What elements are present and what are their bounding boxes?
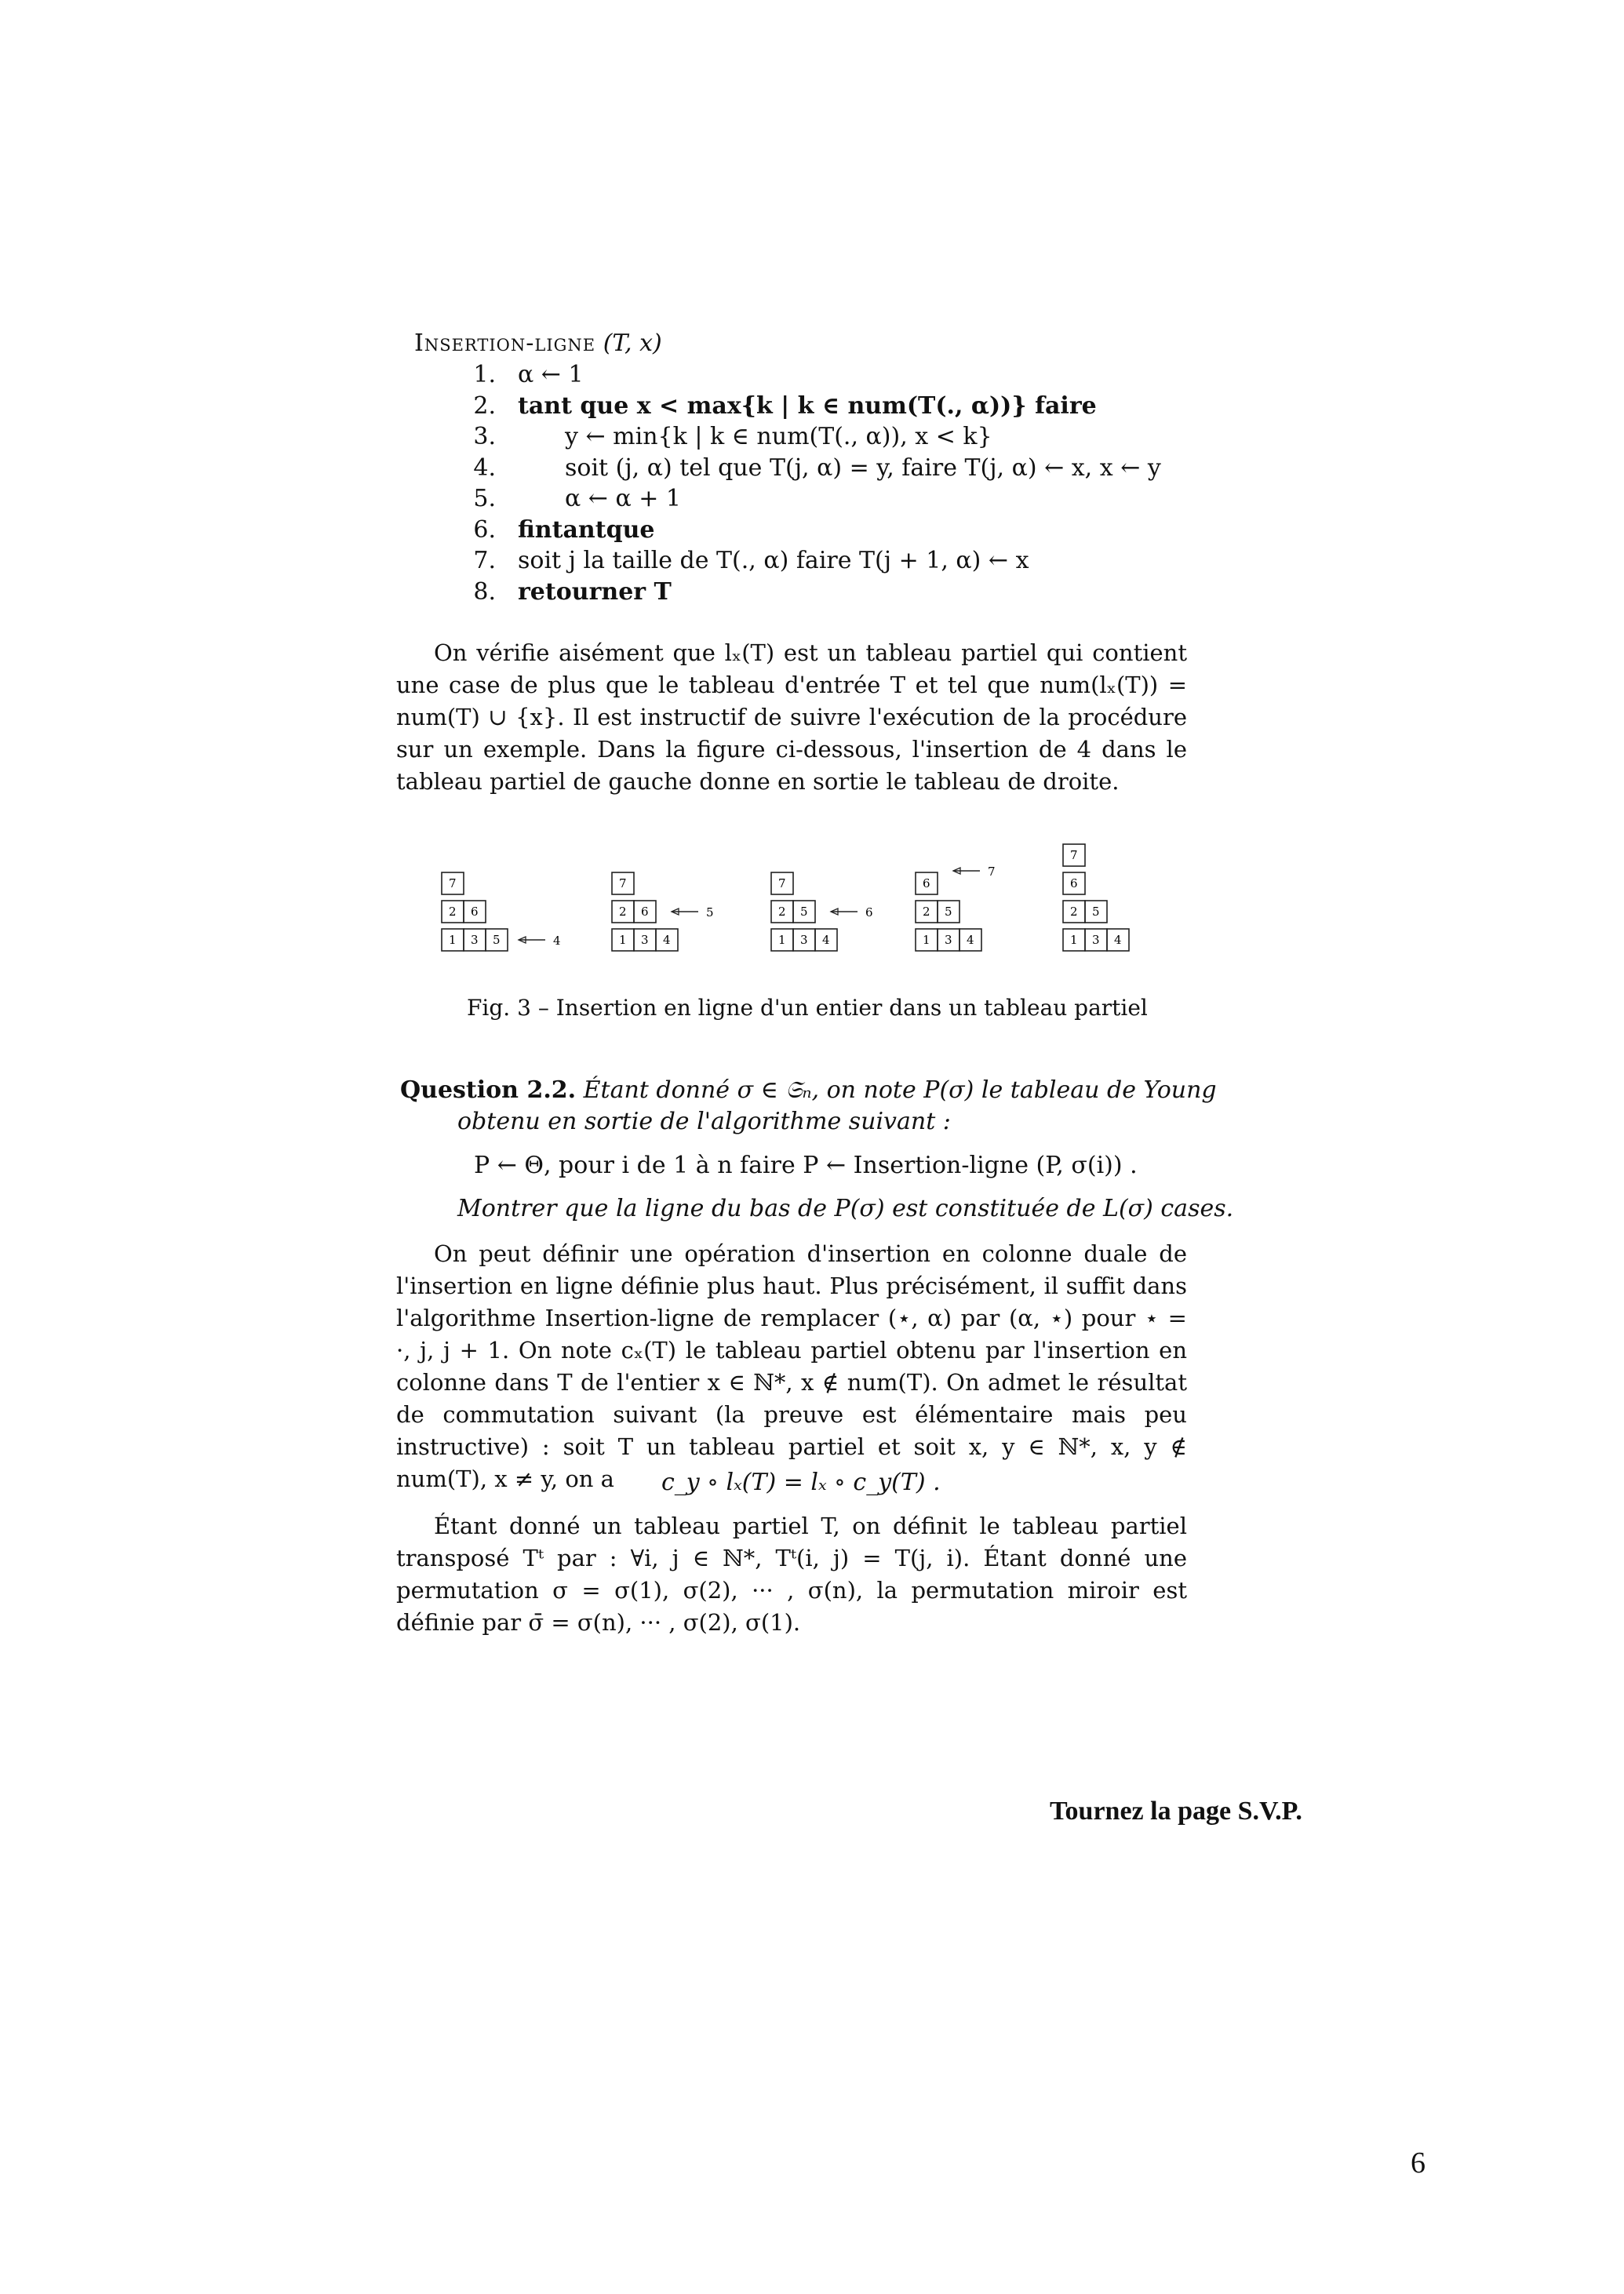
- tableau-cell-value: 2: [619, 905, 627, 919]
- algorithm-line-code: tant que x < max{k | k ∈ num(T(., α))} faire: [518, 391, 1097, 420]
- algorithm-line-code: α ← α + 1: [565, 485, 682, 512]
- tableau-cell-value: 4: [663, 933, 671, 947]
- tableau-cell-value: 1: [619, 933, 627, 947]
- algorithm-line: [449, 392, 1218, 422]
- paragraph-column-insertion: On peut définir une opération d'insertion en colonne duale de l'insertion en ligne définie plus haut. Plus précisément, il suffit dans l'algorithme Insertion-ligne de remplacer (⋆, α) par (α, ⋆) pour ⋆ = ·, j, j + 1. On note cₓ(T) le tableau partiel obtenu par l'insertion en colonne dans T de l'entier x ∈ ℕ*, x ∉ num(T). On admet le résultat de commutation suivant (la preuve est élémentaire mais peu instructive) : soit T un tableau partiel et soit x, y ∈ ℕ*, x, y ∉ num(T), x ≠ y, on a: [396, 1240, 1187, 1492]
- algorithm-line: [449, 485, 1218, 515]
- tableau-cell-value: 6: [923, 876, 930, 890]
- figure-tableaux: [435, 816, 1204, 973]
- algorithm-line-number: 4.: [473, 453, 496, 482]
- tableau-cell-value: 1: [1070, 933, 1078, 947]
- tableau-cell-value: 3: [471, 933, 479, 947]
- algorithm-line-code: soit (j, α) tel que T(j, α) = y, faire T(j, α) ← x, x ← y: [565, 453, 1161, 482]
- tableau: [771, 872, 873, 951]
- algorithm-line-number: 6.: [473, 515, 496, 544]
- tableau-cell-value: 7: [619, 876, 627, 890]
- algorithm-line-number: 5.: [473, 485, 496, 512]
- tableau-cell-value: 2: [923, 905, 930, 919]
- tableau: [916, 865, 996, 951]
- tableau-cell-value: 5: [493, 933, 501, 947]
- algorithm-line: [449, 361, 1218, 391]
- tableau-cell-value: 6: [641, 905, 649, 919]
- tableau-cell-value: 3: [800, 933, 808, 947]
- tableau-cell-value: 2: [449, 905, 457, 919]
- tableau-cell-value: 6: [1070, 876, 1078, 890]
- question-label: Question 2.2.: [400, 1076, 577, 1104]
- tableau-cell-value: 4: [822, 933, 830, 947]
- footer-note: Tournez la page S.V.P.: [1050, 1797, 1302, 1826]
- question-statement-cont: obtenu en sortie de l'algorithme suivant :: [457, 1108, 951, 1135]
- algorithm-line: [449, 454, 1218, 484]
- algorithm-args: (T, x): [603, 330, 662, 357]
- algorithm-line: [449, 423, 1218, 453]
- tableau-cell-value: 2: [1070, 905, 1078, 919]
- algorithm-line-code: retourner T: [518, 577, 672, 606]
- insertion-arrow-value: 5: [706, 905, 714, 919]
- tableau-cell-value: 4: [967, 933, 974, 947]
- page-number: 6: [1411, 2147, 1426, 2179]
- tableau-cell-value: 5: [800, 905, 808, 919]
- tableau-cell-value: 5: [1092, 905, 1100, 919]
- algorithm-line: [449, 578, 1218, 608]
- tableau-cell-value: 2: [778, 905, 786, 919]
- tableau-cell-value: 1: [923, 933, 930, 947]
- tableau-cell-value: 7: [449, 876, 457, 890]
- question-block: [400, 1076, 1217, 1104]
- tableau-cell-value: 7: [1070, 848, 1078, 862]
- figure-caption: Fig. 3 – Insertion en ligne d'un entier dans un tableau partiel: [467, 995, 1148, 1021]
- algorithm-line: [449, 516, 1218, 546]
- tableau-cell-value: 3: [945, 933, 952, 947]
- paragraph-transpose: Étant donné un tableau partiel T, on définit le tableau partiel transposé Tᵗ par : ∀i, j ∈ ℕ*, Tᵗ(i, j) = T(j, i). Étant donné une permutation σ = σ(1), σ(2), ··· , σ(n), la permutation miroir est définie par σ̄ = σ(n), ··· , σ(2), σ(1).: [396, 1513, 1187, 1636]
- algorithm-line-code: α ← 1: [518, 361, 584, 388]
- question-formula: P ← Θ, pour i de 1 à n faire P ← Insertion-ligne (P, σ(i)) .: [474, 1152, 1138, 1179]
- tableau-cell-value: 5: [945, 905, 952, 919]
- commutation-formula: c_y ∘ lₓ(T) = lₓ ∘ c_y(T) .: [661, 1469, 941, 1496]
- tableau: [442, 872, 561, 951]
- insertion-arrow-value: 7: [988, 865, 996, 879]
- insertion-arrow-value: 4: [553, 934, 561, 948]
- tableau-cell-value: 7: [778, 876, 786, 890]
- insertion-arrow-value: 6: [865, 905, 873, 919]
- tableau-cell-value: 3: [641, 933, 649, 947]
- algorithm-line: [449, 547, 1218, 577]
- tableau-cell-value: 1: [449, 933, 457, 947]
- algorithm-name: Insertion-ligne: [414, 330, 596, 357]
- question-task: Montrer que la ligne du bas de P(σ) est constituée de L(σ) cases.: [457, 1195, 1234, 1222]
- algorithm-line-number: 8.: [473, 577, 496, 606]
- tableau-cell-value: 1: [778, 933, 786, 947]
- algorithm-title: [414, 330, 662, 357]
- algorithm-line-code: y ← min{k | k ∈ num(T(., α)), x < k}: [565, 423, 992, 450]
- algorithm-line-number: 7.: [473, 547, 496, 574]
- question-statement: Étant donné σ ∈ 𝔖ₙ, on note P(σ) le tableau de Young: [583, 1076, 1217, 1104]
- tableau-cell-value: 6: [471, 905, 479, 919]
- algorithm-line-number: 1.: [473, 361, 496, 388]
- paragraph-intro: On vérifie aisément que lₓ(T) est un tableau partiel qui contient une case de plus que le tableau d'entrée T et tel que num(lₓ(T)) = num(T) ∪ {x}. Il est instructif de suivre l'exécution de la procédure sur un exemple. Dans la figure ci-dessous, l'insertion de 4 dans le tableau partiel de gauche donne en sortie le tableau de droite.: [396, 639, 1187, 795]
- tableau-cell-value: 3: [1092, 933, 1100, 947]
- tableau-cell-value: 4: [1114, 933, 1122, 947]
- tableau: [612, 872, 714, 951]
- algorithm-line-number: 3.: [473, 423, 496, 450]
- algorithm-line-number: 2.: [473, 391, 496, 420]
- algorithm-line-code: soit j la taille de T(., α) faire T(j + 1, α) ← x: [518, 547, 1029, 574]
- algorithm-line-code: fintantque: [518, 515, 655, 544]
- tableau: [1063, 844, 1129, 951]
